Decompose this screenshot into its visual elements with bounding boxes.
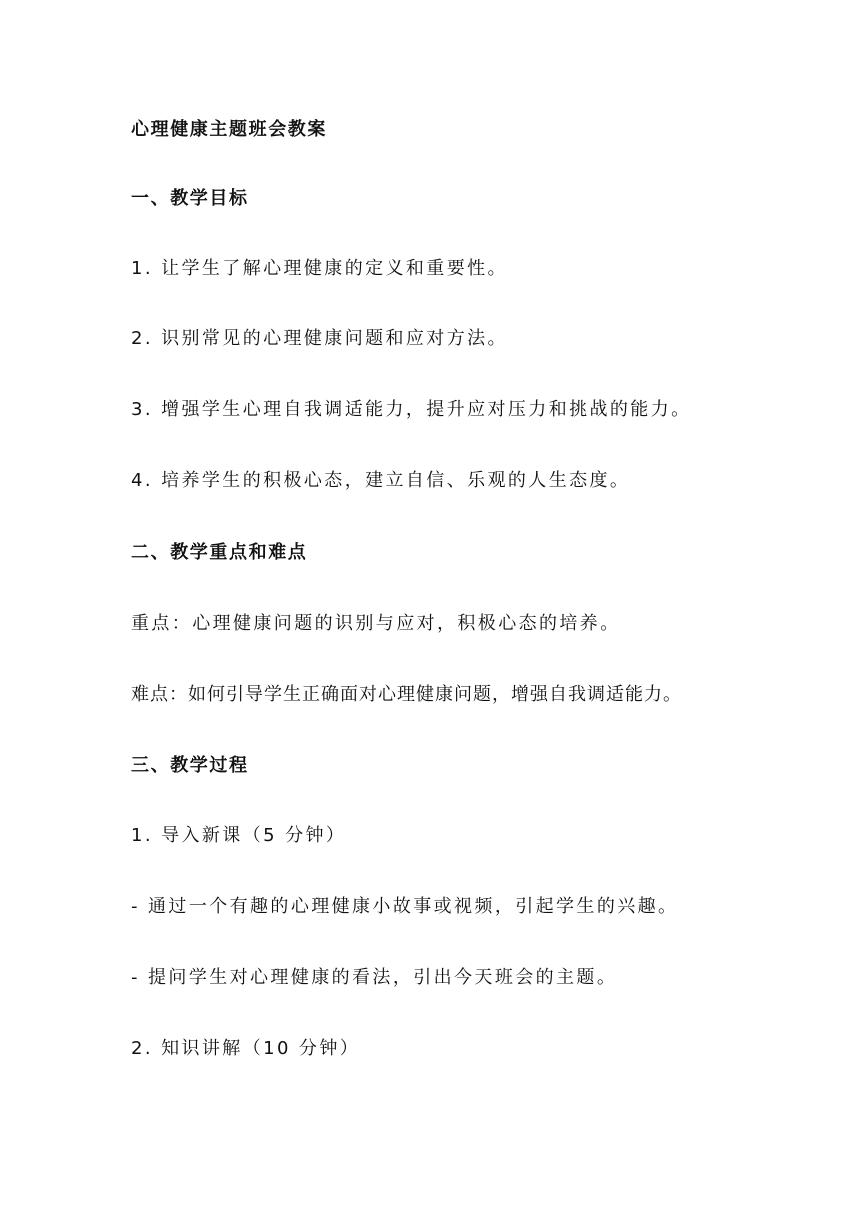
- process-step-2: 2. 知识讲解（10 分钟）: [131, 1038, 361, 1059]
- goal-item-4: 4. 培养学生的积极心态，建立自信、乐观的人生态度。: [131, 470, 631, 491]
- key-point-text: 重点：心理健康问题的识别与应对，积极心态的培养。: [131, 613, 621, 634]
- goal-item-1: 1. 让学生了解心理健康的定义和重要性。: [131, 258, 508, 279]
- section-heading-teaching-process: 三、教学过程: [131, 755, 249, 776]
- goal-item-2: 2. 识别常见的心理健康问题和应对方法。: [131, 328, 508, 349]
- process-step-1-detail-2: - 提问学生对心理健康的看法，引出今天班会的主题。: [131, 967, 618, 988]
- document-title: 心理健康主题班会教案: [131, 119, 327, 140]
- section-heading-key-points: 二、教学重点和难点: [131, 542, 308, 563]
- difficult-point-text: 难点：如何引导学生正确面对心理健康问题，增强自我调适能力。: [131, 684, 682, 705]
- process-step-1-detail-1: - 通过一个有趣的心理健康小故事或视频，引起学生的兴趣。: [131, 896, 679, 917]
- process-step-1: 1. 导入新课（5 分钟）: [131, 825, 347, 846]
- section-heading-teaching-goals: 一、教学目标: [131, 188, 249, 209]
- goal-item-3: 3. 增强学生心理自我调适能力，提升应对压力和挑战的能力。: [131, 399, 692, 420]
